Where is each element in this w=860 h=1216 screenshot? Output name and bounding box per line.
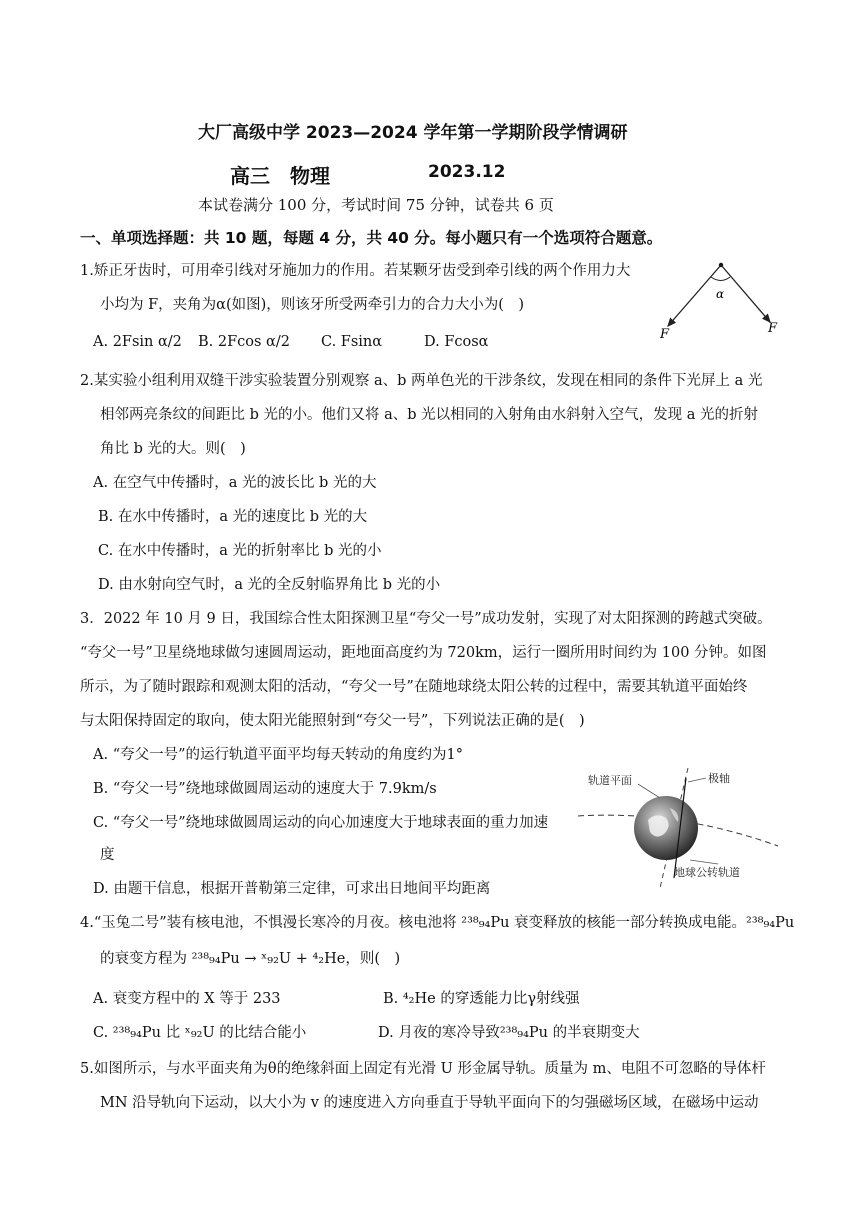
q4-line2: 的衰变方程为 ²³⁸₉₄Pu → ˣ₉₂U + ⁴₂He，则( ): [100, 951, 401, 967]
q4-option-a: A. 衰变方程中的 X 等于 233: [93, 991, 281, 1007]
polar-axis-label: 极轴: [708, 772, 730, 785]
q1-option-d: D. Fcosα: [424, 334, 489, 350]
q1-line1: 1.矫正牙齿时，可用牵引线对牙施加力的作用。若某颗牙齿受到牵引线的两个作用力大: [80, 263, 631, 279]
q4-line1: 4.“玉兔二号”装有核电池，不惧漫长寒冷的月夜。核电池将 ²³⁸₉₄Pu 衰变释放的核能一部分转换成电能。²³⁸₉₄Pu: [80, 915, 795, 931]
earth-orbit-diagram: [578, 760, 790, 890]
q2-line1: 2.某实验小组利用双缝干涉实验装置分别观察 a、b 两单色光的干涉条纹，发现在相同的条件下光屏上 a 光: [80, 373, 763, 389]
q5-line1: 5.如图所示，与水平面夹角为θ的绝缘斜面上固定有光滑 U 形金属导轨。质量为 m、电阻不可忽略的导体杆: [80, 1061, 766, 1077]
exam-title: 大厂高级中学 2023—2024 学年第一学期阶段学情调研: [198, 123, 628, 143]
q5-line2: MN 沿导轨向下运动，以大小为 v 的速度进入方向垂直于导轨平面向下的匀强磁场区域，在磁场中运动: [100, 1095, 759, 1111]
force-right-label: F: [768, 321, 778, 336]
q3-option-b: B. “夸父一号”绕地球做圆周运动的速度大于 7.9km/s: [93, 781, 437, 797]
exam-date: 2023.12: [428, 162, 506, 182]
q4-option-c: C. ²³⁸₉₄Pu 比 ˣ₉₂U 的比结合能小: [93, 1025, 307, 1041]
q3-line2: “夸父一号”卫星绕地球做匀速圆周运动，距地面高度约为 720km，运行一圈所用时间约为 100 分钟。如图: [80, 645, 767, 661]
q2-option-b: B. 在水中传播时，a 光的速度比 b 光的大: [98, 509, 368, 525]
earth-orbit-label: 地球公转轨道: [674, 866, 740, 879]
q1-option-a: A. 2Fsin α/2: [93, 334, 182, 350]
q2-option-c: C. 在水中传播时，a 光的折射率比 b 光的小: [98, 543, 382, 559]
q2-option-a: A. 在空气中传播时，a 光的波长比 b 光的大: [93, 475, 377, 491]
q3-line1: 3．2022 年 10 月 9 日，我国综合性太阳探测卫星“夸父一号”成功发射，实现了对太阳探测的跨越式突破。: [80, 611, 772, 627]
q2-option-d: D. 由水射向空气时，a 光的全反射临界角比 b 光的小: [98, 577, 441, 593]
force-left-label: F: [660, 327, 670, 342]
force-diagram: [650, 258, 790, 348]
q3-line4: 与太阳保持固定的取向，使太阳光能照射到“夸父一号”，下列说法正确的是( ): [80, 713, 585, 729]
q3-option-c-cont: 度: [100, 847, 115, 863]
q3-option-d: D. 由题干信息，根据开普勒第三定律，可求出日地间平均距离: [93, 881, 491, 897]
q1-option-b: B. 2Fcos α/2: [198, 334, 290, 350]
q2-line3: 角比 b 光的大。则( ): [100, 441, 246, 457]
q3-line3: 所示，为了随时跟踪和观测太阳的活动，“夸父一号”在随地球绕太阳公转的过程中，需要其轨道平面始终: [80, 679, 748, 695]
q4-option-b: B. ⁴₂He 的穿透能力比γ射线强: [383, 991, 580, 1007]
q1-line2: 小均为 F，夹角为α(如图)，则该牙所受两牵引力的合力大小为( ): [100, 297, 525, 313]
section-heading: 一、单项选择题：共 10 题，每题 4 分，共 40 分。每小题只有一个选项符合题意。: [80, 229, 663, 247]
q3-option-a: A. “夸父一号”的运行轨道平面平均每天转动的角度约为1°: [93, 747, 463, 763]
q2-line2: 相邻两亮条纹的间距比 b 光的小。他们又将 a、b 光以相同的入射角由水斜射入空气，发现 a 光的折射: [100, 407, 759, 423]
alpha-label: α: [716, 287, 725, 301]
exam-info: 本试卷满分 100 分，考试时间 75 分钟，试卷共 6 页: [198, 196, 554, 214]
q1-option-c: C. Fsinα: [321, 334, 383, 350]
orbit-plane-label: 轨道平面: [588, 774, 632, 787]
exam-subject: 高三 物理: [230, 164, 330, 188]
q3-option-c: C. “夸父一号”绕地球做圆周运动的向心加速度大于地球表面的重力加速: [93, 815, 549, 831]
q4-option-d: D. 月夜的寒冷导致²³⁸₉₄Pu 的半衰期变大: [378, 1025, 640, 1041]
